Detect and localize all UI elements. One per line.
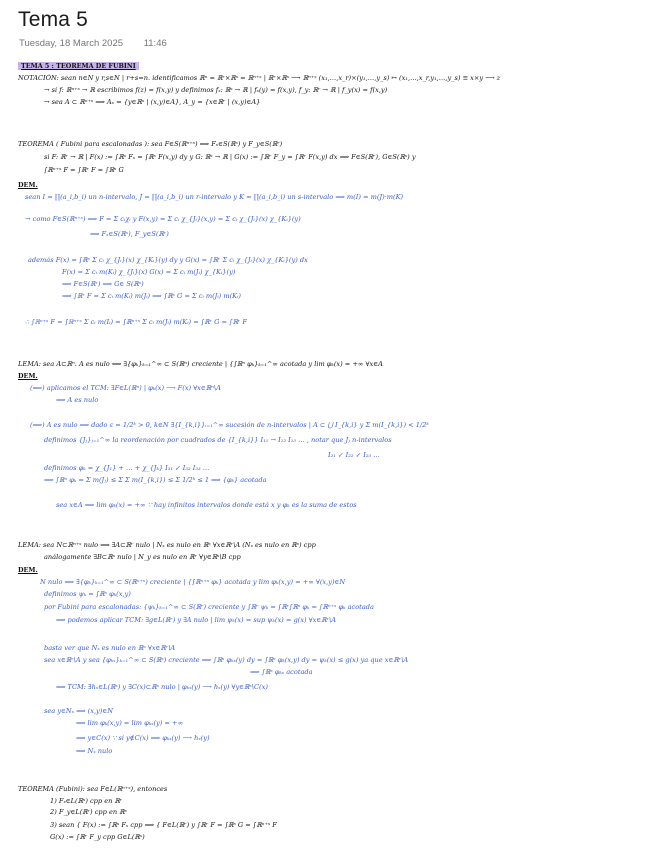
proof1-line-5: F(x) = Σ cᵢ m(Kᵢ) χ_{Jᵢ}(x) G(x) = Σ cᵢ m(Jᵢ) χ_{Kᵢ}(y) (62, 268, 236, 276)
lemma2-line-6: sea x∈ℝʳ\A y sea {φₖₓ}ₖ₌₁^∞ ⊂ S(ℝˢ) creciente ⟹ ∫ℝˢ φₖₓ(y) dy = ∫ℝˢ φₖ(x,y) dy = ψₖ(x) ≤ g(x) ya que x∈ℝʳ\A (44, 656, 409, 664)
proof-label-2: DEM. (18, 372, 38, 380)
fubini-theorem-title: TEOREMA (Fubini): sea F∈L(ℝⁿ⁺ˢ), entonces (18, 785, 168, 793)
lemma2-line-5: basta ver que Nₓ es nulo en ℝˢ ∀x∈ℝʳ\A (44, 644, 176, 652)
lemma1-line-2: ⟹ A es nulo (56, 396, 99, 404)
lemma2-statement-2: análogamente ∃B⊂ℝˢ nulo | N_y es nulo en ℝʳ ∀y∈ℝˢ\B cpp (44, 553, 241, 561)
proof1-line-7: ⟹ ∫ℝʳ F = Σ cᵢ m(Kᵢ) m(Jᵢ) ⟹ ∫ℝˢ G = Σ cᵢ m(Jᵢ) m(Kᵢ) (62, 292, 241, 300)
page-time: 11:46 (143, 38, 167, 49)
proof1-line-3: ⟹ Fₓ∈S(ℝˢ), F_y∈S(ℝʳ) (90, 230, 169, 238)
page-meta (19, 38, 167, 49)
lemma1-line-1: (⟸) aplicamos el TCM: ∃F∈L(ℝⁿ) | φₖ(x) ⟶ F(x) ∀x∈ℝⁿ\A (30, 384, 221, 392)
fubini-item-3b: G(x) := ∫ℝʳ F_y cpp G∈L(ℝˢ) (50, 833, 145, 841)
proof-label-1: DEM. (18, 181, 38, 189)
proof1-line-6: ⟹ F∈S(ℝʳ) ⟹ G∈ S(ℝˢ) (62, 280, 144, 288)
notation-line-1: NOTACIÓN: sean n∈N y r,s∈N | r+s=n. identificamos ℝⁿ = ℝʳ×ℝˢ = ℝⁿ⁺ˢ | ℝʳ×ℝˢ ⟶ ℝⁿ⁺ˢ (x₁,…,x_r)×(y₁,…,y_s) ↦ (x₁,…,x_r,y₁,…,y_s) ≡ x×y ⟶ z (18, 74, 501, 82)
proof-label-3: DEM. (18, 566, 38, 574)
lemma1-line-6: definimos φₖ = χ_{J₁} + … + χ_{Jₖ} I₃₁ ↙ I₃₂ I₃₃ … (44, 464, 210, 472)
lemma1-line-4: definimos {Jⱼ}ⱼ₌₁^∞ la reordenación por cuadrados de {I_{k,i}} I₁₁ → I₁₂ I₁₃ … , notar que Jⱼ n-intervalos (44, 436, 392, 444)
lemma1-line-7: ⟹ ∫ℝⁿ φₖ = Σ m(Jⱼ) ≤ Σ Σ m(I_{k,i}) ≤ Σ 1/2ᵏ ≤ 1 ⟹ {φₖ} acotada (44, 476, 267, 484)
proof1-line-1: sean I = ∏(a_i,b_i) un n-intervalo, J = ∏(a_i,b_i) un r-intervalo y K = ∏(a_i,b_i) un s-intervalo ⟹ m(I) = m(J)·m(K) (25, 193, 404, 201)
lemma2-line-12: ⟹ Nₓ nulo (76, 747, 113, 755)
proof1-line-2: → como F∈S(ℝⁿ⁺ˢ) ⟹ F = Σ cᵢχᵢ y F(x,y) = Σ cᵢ χ_{Jᵢ}(x,y) = Σ cᵢ χ_{Jᵢ}(x) χ_{Kᵢ}(y) (25, 215, 301, 223)
lemma2-line-9: sea y∈Nₓ ⟹ (x,y)∈N (44, 707, 114, 715)
page-date: Tuesday, 18 March 2025 (19, 38, 124, 49)
page-title: Tema 5 (18, 8, 89, 31)
theorem-step-line-3: ∫ℝⁿ⁺ˢ F = ∫ℝʳ F = ∫ℝˢ G (44, 166, 124, 174)
lemma2-line-8: ⟹ TCM: ∃hₓ∈L(ℝˢ) y ∃C(x)⊂ℝˢ nulo | φₖₓ(y) ⟶ hₓ(y) ∀y∈ℝˢ\C(x) (56, 683, 268, 691)
lemma2-line-1: N nulo ⟹ ∃{φₖ}ₖ₌₁^∞ ⊂ S(ℝⁿ⁺ˢ) creciente | {∫ℝⁿ⁺ˢ φₖ} acotada y lim φₖ(x,y) = +∞ ∀(x,y)∈N (40, 578, 346, 586)
lemma2-line-4: ⟹ podemos aplicar TCM: ∃g∈L(ℝʳ) y ∃A nulo | lim ψₖ(x) = sup ψₖ(x) = g(x) ∀x∈ℝʳ\A (56, 616, 336, 624)
notation-line-2: → si f: ℝⁿ⁺ˢ → ℝ escribimos f(z) = f(x,y) y definimos fₓ: ℝˢ → ℝ | fₓ(y) = f(x,y), f_y: ℝʳ → ℝ | f_y(x) = f(x,y) (44, 86, 388, 94)
fubini-item-1: 1) Fₓ∈L(ℝˢ) cpp en ℝʳ (50, 797, 123, 805)
tema-heading: TEMA 5 : TEOREMA DE FUBINI (18, 62, 139, 71)
lemma1-line-3: (⟹) A es nulo ⟹ dado ε = 1/2ᵏ > 0, k∈N ∃{I_{k,i}}ᵢ₌₁^∞ sucesión de n-intervalos | A ⊂ ⋃ I_{k,i} y Σ m(I_{k,i}) < 1/2ᵏ (30, 421, 429, 429)
proof1-line-8: ∴ ∫ℝⁿ⁺ˢ F = ∫ℝⁿ⁺ˢ Σ cᵢ m(Iᵢ) = ∫ℝⁿ⁺ˢ Σ cᵢ m(Jᵢ) m(Kᵢ) = ∫ℝʳ G = ∫ℝʳ F (25, 318, 248, 326)
lemma1-line-8: sea x∈A ⟹ lim φₖ(x) = +∞ ∵ hay infinitos intervalos donde está x y φₖ es la suma de estos (56, 501, 357, 509)
theorem-step-title: TEOREMA ( Fubini para escalonadas ): sea F∈S(ℝⁿ⁺ˢ) ⟹ Fₓ∈S(ℝˢ) y F_y∈S(ℝʳ) (18, 140, 283, 148)
lemma2-line-10: ⟹ lim φₖ(x,y) = lim φₖₓ(y) = +∞ (76, 719, 184, 727)
theorem-step-line-2: si F: ℝʳ → ℝ | F(x) := ∫ℝˢ Fₓ = ∫ℝˢ F(x,y) dy y G: ℝˢ → ℝ | G(x) := ∫ℝʳ F_y = ∫ℝʳ F(x,y) dx ⟹ F∈S(ℝʳ), G∈S(ℝˢ) y (44, 153, 416, 161)
proof1-line-4: además F(x) = ∫ℝˢ Σ cᵢ χ_{Jᵢ}(x) χ_{Kᵢ}(y) dy y G(x) = ∫ℝʳ Σ cᵢ χ_{Jᵢ}(x) χ_{Kᵢ}(y) dx (28, 256, 308, 264)
lemma1-statement: LEMA: sea A⊂ℝⁿ. A es nulo ⟺ ∃{φₖ}ₖ₌₁^∞ ⊂ S(ℝⁿ) creciente | {∫ℝⁿ φₖ}ₖ₌₁^∞ acotada y lim φₖ(x) = +∞ ∀x∈A (18, 360, 383, 368)
lemma2-line-11: ⟹ y∈C(x) ∵ si y∉C(x) ⟹ φₖₓ(y) ⟶ hₓ(y) (76, 734, 210, 742)
fubini-item-3: 3) sean { F(x) := ∫ℝˢ Fₓ cpp ⟹ { F∈L(ℝʳ) y ∫ℝʳ F = ∫ℝˢ G = ∫ℝⁿ⁺ˢ F (50, 821, 277, 829)
lemma2-line-7: ⟹ ∫ℝˢ φₖₓ acotada (250, 668, 313, 676)
fubini-item-2: 2) F_y∈L(ℝʳ) cpp en ℝˢ (50, 808, 127, 816)
lemma2-statement: LEMA: sea N⊂ℝⁿ⁺ˢ nulo ⟹ ∃A⊂ℝʳ nulo | Nₓ es nulo en ℝˢ ∀x∈ℝʳ\A (Nₓ es nulo en ℝˢ) cpp (18, 541, 316, 549)
notation-line-3: → sea A ⊂ ℝⁿ⁺ˢ ⟹ Aₓ = {y∈ℝˢ | (x,y)∈A}, A_y = {x∈ℝʳ | (x,y)∈A} (44, 98, 261, 106)
lemma2-line-2: definimos ψₖ = ∫ℝˢ φₖ(x,y) (44, 590, 131, 598)
lemma2-line-3: por Fubini para escalonadas: {ψₖ}ₖ₌₁^∞ ⊂ S(ℝʳ) creciente y ∫ℝʳ ψₖ = ∫ℝʳ∫ℝˢ φₖ = ∫ℝⁿ⁺ˢ φₖ acotada (44, 603, 374, 611)
lemma1-line-5: I₂₁ ↙ I₂₂ ↙ I₂₃ … (328, 451, 380, 459)
